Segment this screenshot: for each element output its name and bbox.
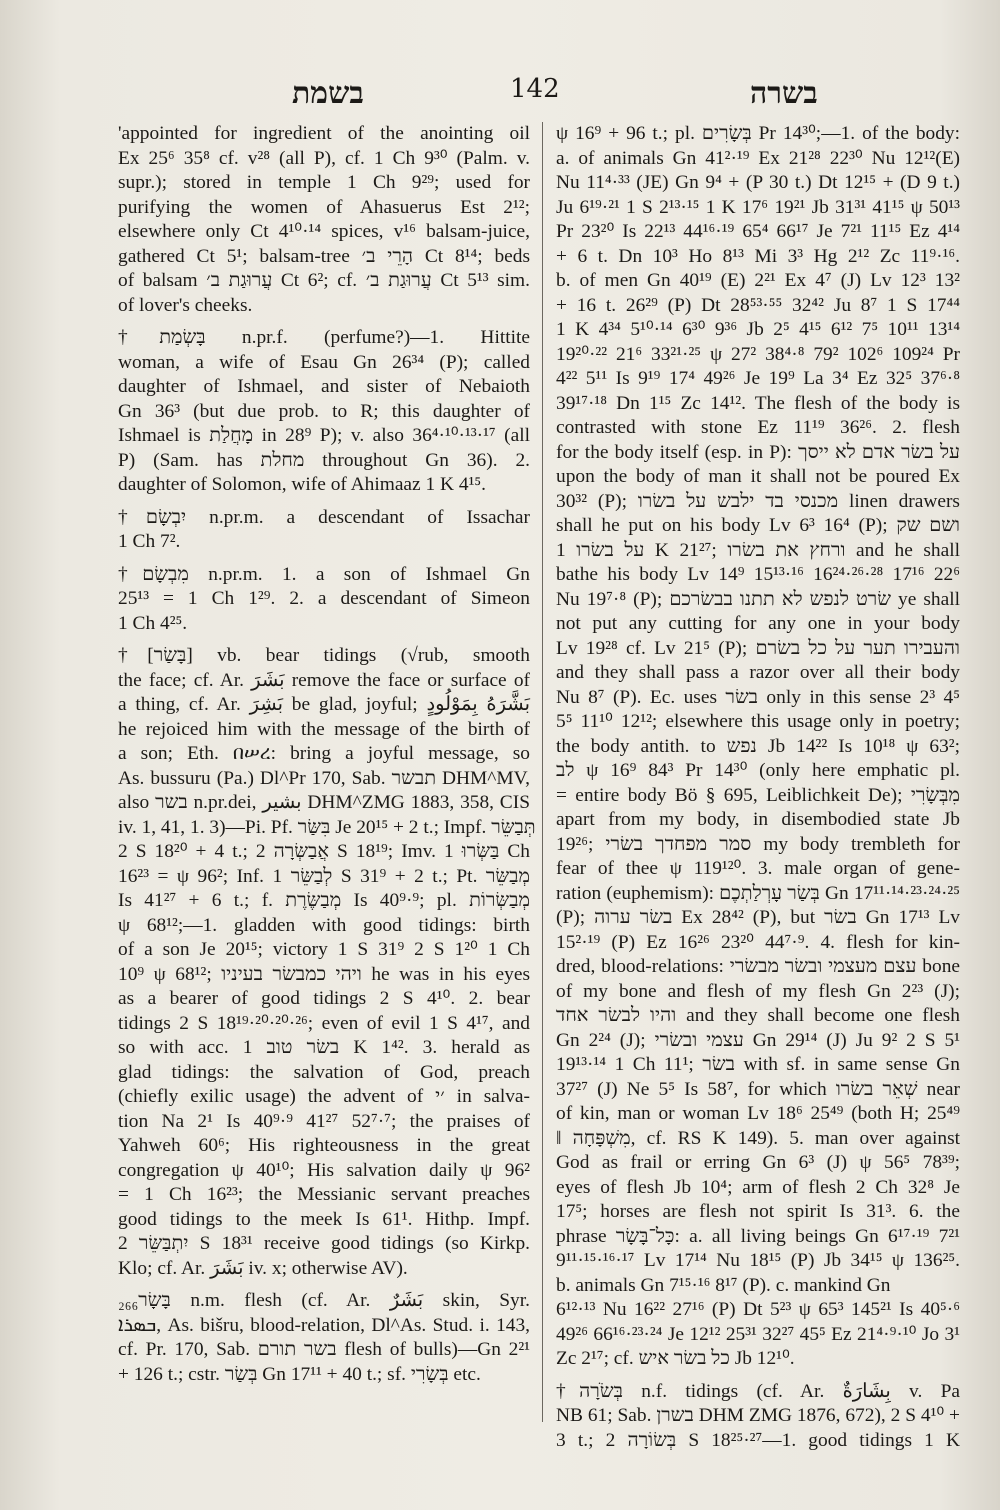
text-line: As. bussuru (Pa.) Dl^Pr 170, Sab. תבשר DHM^MV, bbox=[118, 767, 530, 789]
text-line: בָּשָׂר₂₆₆ n.m. flesh (cf. Ar. بَشَرٌ skin, Syr. bbox=[118, 1290, 530, 1311]
text-line: Zc 2¹⁷; cf. כל בשׂר איש Jb 12¹⁰. bbox=[556, 1348, 795, 1369]
text-line: ψ 16⁹ + 96 t.; pl. בְּשָׂרִים Pr 14³⁰;—1. of the body: bbox=[556, 123, 960, 144]
text-line: of lover's cheeks. bbox=[118, 294, 253, 316]
text-line: a son; Eth. በሠረ: bring a joyful message, so bbox=[118, 743, 530, 764]
text-line: gathered Ct 5¹; balsam-tree הָרֵי ב׳ Ct 8¹⁴; beds bbox=[118, 245, 530, 267]
text-line: and they shall pass a razor over all their body bbox=[556, 662, 960, 683]
text-line: b. animals Gn 7¹⁵·¹⁶ 8¹⁷ (P). c. mankind Gn bbox=[556, 1274, 891, 1296]
text-line: daughter of Solomon, wife of Ahimaaz 1 K 4¹⁵. bbox=[118, 474, 486, 495]
text-line: contrasted with stone Ez 11¹⁹ 36²⁶. 2. flesh bbox=[556, 417, 960, 438]
text-line: fear of thee ψ 119¹²⁰. 3. male organ of gene- bbox=[556, 858, 960, 879]
right-column bbox=[556, 122, 960, 1453]
text-line: not put any cutting for any one in your body bbox=[556, 613, 960, 634]
text-line: P) (Sam. has מחלת throughout Gn 36). 2. bbox=[118, 449, 530, 471]
text-line: he rejoiced him with the message of the birth of bbox=[118, 718, 530, 740]
text-line: God as frail or erring Gn 6³ (J) ψ 56⁵ 78³⁹; bbox=[556, 1152, 960, 1173]
text-line: iv. 1, 41, 1. 3)—Pi. Pf. בִּשַּׂר Je 20¹⁵ + 2 t.; Impf. תְּבַשֵּׂר bbox=[118, 816, 536, 838]
text-line: a thing, cf. Ar. بَشِرَ be glad, joyful; بَشَّرَهُ بِمَوْلُودٍ bbox=[118, 694, 530, 715]
text-line: ration (euphemism): בְּשַׂר עָרְלַתְכֶם Gn 17¹¹·¹⁴·²³·²⁴·²⁵ bbox=[556, 882, 961, 904]
text-line: shall he put on his body Lv 6³ 16⁴ (P); ושם שק bbox=[556, 515, 960, 536]
text-line: bathe his body Lv 14⁹ 15¹³·¹⁶ 16²⁴·²⁶·²⁸ 17¹⁶ 22⁶ bbox=[556, 564, 960, 585]
text-line: †יִבְשָׂם n.pr.m. a descendant of Issachar bbox=[118, 506, 530, 528]
text-line: 16²³ = ψ 96²; Inf. לְבַשֵּׂר 1 S 31⁹ + 2 t.; Pt. מְבַשֵּׂר bbox=[118, 865, 530, 887]
text-line: 'appointed for ingredient of the anointing oil bbox=[118, 123, 530, 144]
text-line: Nu 8⁷ (P). Ec. uses בשׂר only in this sense 2³ 4⁵ bbox=[556, 686, 960, 708]
text-line: the body antith. to נפש Jb 14²² Is 10¹⁸ ψ 63²; bbox=[556, 735, 960, 757]
left-running-headword: בשמת bbox=[292, 76, 364, 111]
text-line: upon the body of man it shall not be poured Ex bbox=[556, 466, 960, 487]
text-line: 10⁹ ψ 68¹²; ויהי כמבשׂר בעיניו he was in his eyes bbox=[118, 963, 530, 985]
text-line: + 126 t.; cstr. בְּשַׂר Gn 17¹¹ + 40 t.; sf. בְּשָׂרִי etc. bbox=[118, 1363, 481, 1385]
text-line: Ishmael is מָחֲלַת in 28⁹ P); v. also 36⁴·¹⁰·¹³·¹⁷ (all bbox=[118, 425, 530, 446]
page-header bbox=[0, 70, 1000, 114]
text-line: 19²⁶; סמר מפחדך בשׂרי my body trembleth for bbox=[556, 833, 960, 855]
text-line: tion Na 2¹ Is 40⁹·⁹ 41²⁷ 52⁷·⁷; the praises of bbox=[118, 1110, 530, 1132]
text-line: supr.); stored in temple 1 Ch 9²⁹; used for bbox=[118, 172, 530, 193]
text-line: also בשר n.pr.dei, بشير DHM^ZMG 1883, 358, CIS bbox=[118, 792, 530, 813]
text-line: daughter of Ishmael, and sister of Nebaioth bbox=[118, 376, 530, 397]
text-line: †בְּשֹׂרָה n.f. tidings (cf. Ar. بِشَارَةٌ v. Pa bbox=[556, 1380, 961, 1402]
text-line: 6¹²·¹³ Nu 16²² 27¹⁶ (P) Dt 5²³ ψ 65³ 145²¹ Is 40⁵·⁶ bbox=[556, 1299, 960, 1320]
text-line: woman, a wife of Esau Gn 26³⁴ (P); called bbox=[118, 351, 530, 373]
text-line: of my bone and flesh of my flesh Gn 2²³ (J); bbox=[556, 980, 960, 1002]
text-line: Gn 36³ (but due prob. to R; this daughter of bbox=[118, 400, 530, 422]
text-line: †מִבְשָׂם n.pr.m. 1. a son of Ishmael Gn bbox=[118, 563, 531, 585]
text-line: 3 t.; בְּשׂוֹרָה 2 S 18²⁵·²⁷—1. good tidings 1 K bbox=[556, 1429, 961, 1451]
text-line: ‖ מִשְׁפָּחָה, cf. RS K 149). 5. man over against bbox=[556, 1127, 960, 1149]
text-line: יִתְבַּשֵּׂר 2 S 18³¹ receive good tidings (so Kirkp. bbox=[118, 1233, 530, 1254]
text-line: Lv 19²⁸ cf. Lv 21⁵ (P); והעבירו תער על כל בשׂרם bbox=[556, 637, 960, 659]
text-line: elsewhere only Ct 4¹⁰·¹⁴ spices, v¹⁶ balsam-juice, bbox=[118, 221, 530, 242]
text-line: 9¹¹·¹⁵·¹⁶·¹⁷ Lv 17¹⁴ Nu 18¹⁵ (P) Jb 34¹⁵ ψ 136²⁵. bbox=[556, 1250, 960, 1271]
text-line: the face; cf. Ar. بَشَرَ remove the face or surface of bbox=[118, 669, 530, 691]
column-divider bbox=[542, 122, 543, 1422]
text-line: 2 S 18²⁰ + 4 t.; אֲבַשְּׂרָה 2 S 18¹⁹; Imv. בַּשְּׂרוּ 1 Ch bbox=[118, 841, 530, 862]
text-line: 37²⁷ (J) Ne 5⁵ Is 58⁷, for which שְׁאֵר בשׂרו near bbox=[556, 1078, 960, 1100]
text-line: eyes of flesh Jb 10⁴; arm of flesh 2 Ch 32⁸ Je bbox=[556, 1176, 960, 1198]
text-line: + 6 t. Dn 10³ Ho 8¹³ Mi 3³ Hg 2¹² Zc 11⁹·¹⁶. bbox=[556, 245, 960, 267]
text-line: 1 K 4³⁴ 5¹⁰·¹⁴ 6³⁰ 9³⁶ Jb 2⁵ 4¹⁵ 6¹² 7⁵ 10¹¹ 13¹⁴ bbox=[556, 319, 960, 340]
text-line: 17⁵; horses are flesh not spirit Is 31³. 6. the bbox=[556, 1201, 960, 1222]
text-line: 5⁵ 11¹⁰ 12¹²; elsewhere this usage only in poetry; bbox=[556, 711, 960, 732]
text-line: as a bearer of good tidings 2 S 4¹⁰. 2. bear bbox=[118, 988, 530, 1009]
text-line: a. of animals Gn 41²·¹⁹ Ex 21²⁸ 22³⁰ Nu 12¹²(E) bbox=[556, 147, 960, 169]
text-line: 15²·¹⁹ (P) Ez 16²⁶ 23²⁰ 44⁷·⁹. 4. flesh for kin- bbox=[556, 931, 960, 953]
text-line: על בשׂרו 1 K 21²⁷; ורחץ את בשׂרו and he shall bbox=[556, 539, 960, 561]
text-line: dred, blood-relations: עצם מעצמי ובשׂר מבשׂרי bone bbox=[556, 956, 961, 977]
text-line: והיו לבשׂר אחד and they shall become one flesh bbox=[556, 1005, 960, 1026]
text-line: Ex 25⁶ 35⁸ cf. v²⁸ (all P), cf. 1 Ch 9³⁰ (Palm. v. bbox=[118, 147, 530, 169]
text-line: †בָּשְׂמַת n.pr.f. (perfume?)—1. Hittite bbox=[118, 327, 530, 348]
text-line: 39¹⁷·¹⁸ Dn 1¹⁵ Zc 14¹². The flesh of the body is bbox=[556, 392, 960, 414]
text-line: of balsam עֲרוּגַת ב׳ Ct 6²; cf. עֲרוּגַת ב׳ Ct 5¹³ sim. bbox=[118, 270, 530, 291]
text-line: tidings 2 S 18¹⁹·²⁰·²⁰·²⁶; even of evil 1 S 4¹⁷, and bbox=[118, 1012, 530, 1034]
text-line: purifying the women of Ahasuerus Est 2¹²; bbox=[118, 196, 530, 218]
text-line: = entire body Bö § 695, Leiblichkeit De); מִבְּשָׂרִי bbox=[556, 784, 960, 806]
text-line: (chiefly exilic usage) the advent of ׳י in salva- bbox=[118, 1086, 530, 1107]
text-line: ψ 68¹²;—1. gladden with good tidings: birth bbox=[118, 914, 530, 936]
text-line: 49²⁶ 66¹⁶·²³·²⁴ Je 12¹² 25³¹ 32²⁷ 45⁵ Ez 21⁴·⁹·¹⁰ Jo 3¹ bbox=[556, 1323, 960, 1345]
text-line: Gn 2²⁴ (J); עצמי ובשׂרי Gn 29¹⁴ (J) Ju 9² 2 S 5¹ bbox=[556, 1029, 960, 1051]
text-line: 19¹³·¹⁴ 1 Ch 11¹; בשׂר with sf. in same sense Gn bbox=[556, 1054, 960, 1075]
text-line: good tidings to the meek Is 61¹. Hithp. Impf. bbox=[118, 1208, 530, 1230]
text-line: of kin, man or woman Lv 18⁶ 25⁴⁹ (both H; 25⁴⁹ bbox=[556, 1103, 960, 1124]
text-line: 30³² (P); מכנסי בד ילבש על בשׂרו linen drawers bbox=[556, 490, 960, 512]
right-running-headword: בשרה bbox=[750, 76, 818, 111]
text-line: Nu 11⁴·³³ (JE) Gn 9⁴ + (P 30 t.) Dt 12¹⁵ + (D 9 t.) bbox=[556, 172, 960, 193]
text-line: for the body itself (esp. in P): על בשׂר אדם לא ייסך bbox=[556, 441, 960, 463]
text-line: b. of men Gn 40¹⁹ (E) 2²¹ Ex 4⁷ (J) Lv 12³ 13² bbox=[556, 270, 960, 291]
text-line: Pr 23²⁰ Is 22¹³ 44¹⁶·¹⁹ 65⁴ 66¹⁷ Je 7²¹ 11¹⁵ Ez 4¹⁴ bbox=[556, 221, 960, 242]
text-line: NB 61; Sab. בשרן DHM ZMG 1876, 672), 2 S 4¹⁰ + bbox=[556, 1405, 960, 1426]
text-line: Yahweh 60⁶; His righteousness in the great bbox=[118, 1135, 530, 1156]
text-line: cf. Pr. 170, Sab. בשר תורם flesh of bulls)—Gn 2²¹ bbox=[118, 1339, 530, 1360]
text-line: Is 41²⁷ + 6 t.; f. מְבַשֶּׂרֶת Is 40⁹·⁹; pl. מְבַשְּׂרוֹת bbox=[118, 890, 530, 911]
text-line: congregation ψ 40¹⁰; His salvation daily ψ 96² bbox=[118, 1159, 530, 1181]
text-line: לב ψ 16⁹ 84³ Pr 14³⁰ (only here emphatic pl. bbox=[556, 760, 960, 781]
text-line: of a son Je 20¹⁵; victory 1 S 31⁹ 2 S 1²⁰ 1 Ch bbox=[118, 939, 530, 960]
text-line: Ju 6¹⁹·²¹ 1 S 2¹³·¹⁵ 1 K 17⁶ 19²¹ Jb 31³¹ 41¹⁵ ψ 50¹³ bbox=[556, 196, 960, 218]
text-line: glad tidings: the salvation of God, preach bbox=[118, 1061, 530, 1083]
text-line: †[בָּשַׂר] vb. bear tidings (√rub, smooth bbox=[118, 645, 530, 666]
left-column bbox=[118, 122, 536, 1387]
text-line: 1 Ch 7². bbox=[118, 531, 181, 552]
text-line: ܒܣܪܐ, As. bišru, blood-relation, Dl^As. Stud. i. 143, bbox=[118, 1314, 530, 1336]
text-line: 1 Ch 4²⁵. bbox=[118, 612, 188, 634]
text-line: 4²² 5¹¹ Is 9¹⁹ 17⁴ 49²⁶ Je 19⁹ La 3⁴ Ez 32⁵ 37⁶·⁸ bbox=[556, 368, 960, 389]
text-line: (P); בשׂר ערוה Ex 28⁴² (P), but בשׂר Gn 17¹³ Lv bbox=[556, 907, 960, 928]
text-line: 25¹³ = 1 Ch 1²⁹. 2. a descendant of Simeon bbox=[118, 588, 530, 609]
page-number: 142 bbox=[510, 74, 560, 104]
text-line: apart from my body, in disembodied state Jb bbox=[556, 809, 960, 830]
text-line: Nu 19⁷·⁸ (P); שׂרט לנפש לא תתנו בבשׂרכם ye shall bbox=[556, 588, 960, 610]
text-line: 19²⁰·²² 21⁶ 33²¹·²⁵ ψ 27² 38⁴·⁸ 79² 102⁶ 109²⁴ Pr bbox=[556, 343, 960, 365]
text-line: phrase כָּל־בָּשָׂר: a. all living beings Gn 6¹⁷·¹⁹ 7²¹ bbox=[556, 1225, 960, 1247]
text-line: Klo; cf. Ar. بَشَرَ iv. x; otherwise AV). bbox=[118, 1257, 408, 1279]
text-line: = 1 Ch 16²³; the Messianic servant preaches bbox=[118, 1184, 530, 1205]
text-line: so with acc. בשׂר טוב 1 K 1⁴². 3. herald as bbox=[118, 1037, 530, 1058]
text-line: + 16 t. 26²⁹ (P) Dt 28⁵³·⁵⁵ 32⁴² Ju 8⁷ 1 S 17⁴⁴ bbox=[556, 294, 960, 316]
